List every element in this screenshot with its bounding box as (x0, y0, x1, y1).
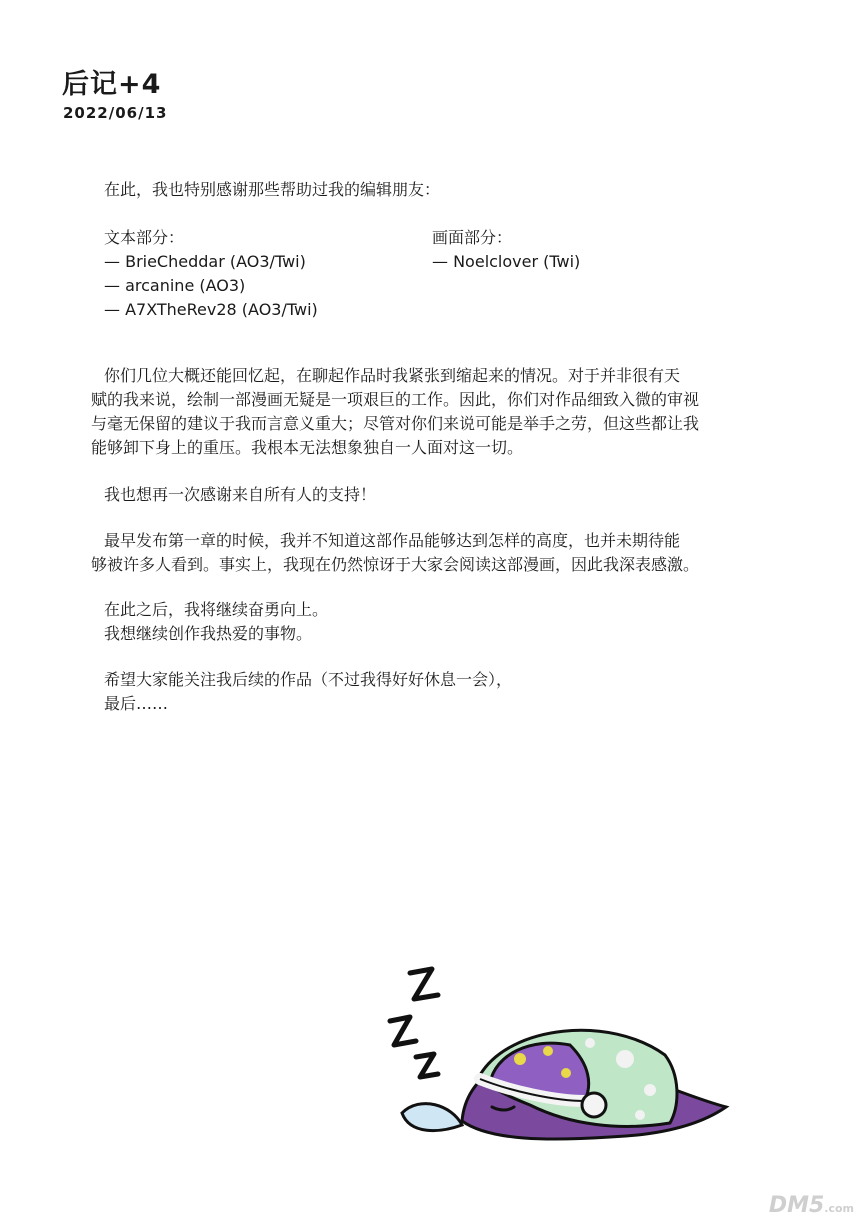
art-credits-heading: 画面部分： (432, 228, 513, 247)
text-credit-item: — A7XTheRev28 (AO3/Twi) (104, 300, 318, 319)
paragraph-line: 赋的我来说，绘制一部漫画无疑是一项艰巨的工作。因此，你们对作品细致入微的审视 (91, 390, 700, 409)
paragraph-line: 希望大家能关注我后续的作品（不过我得好好休息一会）， (104, 670, 513, 689)
intro-text: 在此，我也特别感谢那些帮助过我的编辑朋友： (104, 180, 441, 199)
paragraph-line: 我想继续创作我热爱的事物。 (104, 624, 313, 643)
paragraph-line: 最早发布第一章的时候，我并不知道这部作品能够达到怎样的高度，也并未期待能 (104, 531, 681, 550)
page-date: 2022/06/13 (63, 104, 168, 122)
page-title: 后记+4 (62, 69, 162, 100)
paragraph-line: 够被许多人看到。事实上，我现在仍然惊讶于大家会阅读这部漫画，因此我深表感激。 (91, 555, 700, 574)
text-credit-item: — arcanine (AO3) (104, 276, 246, 295)
paragraph-line: 能够卸下身上的重压。我根本无法想象独自一人面对这一切。 (91, 438, 524, 457)
paragraph-line: 在此之后，我将继续奋勇向上。 (104, 600, 329, 619)
snore-z-icon (390, 969, 438, 1077)
paragraph-line: 最后…… (104, 694, 169, 713)
site-watermark: DM5.com (768, 1193, 854, 1218)
sleeping-creature-icon (380, 955, 740, 1155)
paragraph-line: 你们几位大概还能回忆起，在聊起作品时我紧张到缩起来的情况。对于并非很有天 (104, 366, 681, 385)
paragraph-line: 与毫无保留的建议于我而言意义重大；尽管对你们来说可能是举手之劳，但这些都让我 (91, 414, 700, 433)
art-credit-item: — Noelclover (Twi) (432, 252, 581, 271)
paragraph-line: 我也想再一次感谢来自所有人的支持！ (104, 485, 377, 504)
text-credit-item: — BrieCheddar (AO3/Twi) (104, 252, 306, 271)
text-credits-heading: 文本部分： (104, 228, 185, 247)
